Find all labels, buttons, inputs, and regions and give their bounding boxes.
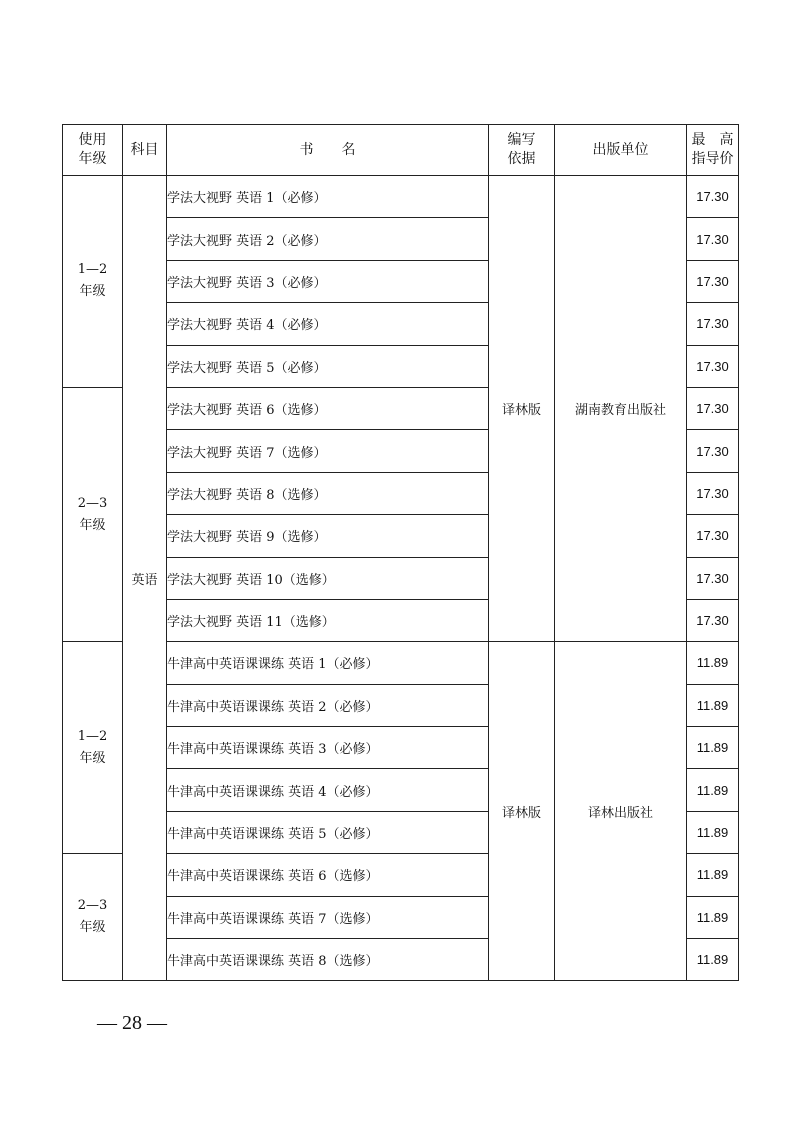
book-title: 学法大视野 英语 2（必修） [167, 218, 489, 260]
book-title: 学法大视野 英语 10（选修） [167, 557, 489, 599]
book-title: 牛津高中英语课课练 英语 6（选修） [167, 854, 489, 896]
book-title: 学法大视野 英语 3（必修） [167, 260, 489, 302]
book-title: 学法大视野 英语 1（必修） [167, 176, 489, 218]
book-title: 牛津高中英语课课练 英语 7（选修） [167, 896, 489, 938]
book-title: 牛津高中英语课课练 英语 1（必修） [167, 642, 489, 684]
price-cell: 11.89 [687, 896, 739, 938]
price-cell: 17.30 [687, 260, 739, 302]
book-title: 牛津高中英语课课练 英语 4（必修） [167, 769, 489, 811]
price-cell: 17.30 [687, 557, 739, 599]
price-cell: 11.89 [687, 642, 739, 684]
price-cell: 17.30 [687, 515, 739, 557]
subject-cell: 英语 [123, 176, 167, 981]
book-title: 学法大视野 英语 7（选修） [167, 430, 489, 472]
publisher-cell: 译林出版社 [555, 642, 687, 981]
price-cell: 11.89 [687, 939, 739, 981]
header-subject: 科目 [123, 125, 167, 176]
price-cell: 17.30 [687, 176, 739, 218]
grade-cell: 1—2 年级 [63, 176, 123, 388]
book-title: 牛津高中英语课课练 英语 2（必修） [167, 684, 489, 726]
price-cell: 11.89 [687, 854, 739, 896]
textbook-price-table [62, 124, 739, 981]
price-cell: 11.89 [687, 684, 739, 726]
table-row [63, 176, 739, 218]
price-cell: 17.30 [687, 472, 739, 514]
header-row [63, 125, 739, 176]
book-title: 牛津高中英语课课练 英语 8（选修） [167, 939, 489, 981]
book-title: 学法大视野 英语 6（选修） [167, 387, 489, 429]
publisher-cell: 湖南教育出版社 [555, 176, 687, 642]
header-title: 书 名 [167, 125, 489, 176]
header-grade: 使用 年级 [63, 125, 123, 176]
book-title: 学法大视野 英语 11（选修） [167, 599, 489, 641]
header-basis: 编写 依据 [489, 125, 555, 176]
book-title: 学法大视野 英语 5（必修） [167, 345, 489, 387]
page-number: — 28 — [97, 1012, 167, 1034]
header-publisher: 出版单位 [555, 125, 687, 176]
book-title: 学法大视野 英语 8（选修） [167, 472, 489, 514]
price-cell: 17.30 [687, 599, 739, 641]
book-title: 学法大视野 英语 9（选修） [167, 515, 489, 557]
basis-cell: 译林版 [489, 642, 555, 981]
book-title: 牛津高中英语课课练 英语 5（必修） [167, 811, 489, 853]
price-cell: 17.30 [687, 303, 739, 345]
grade-cell: 1—2 年级 [63, 642, 123, 854]
price-cell: 17.30 [687, 345, 739, 387]
price-cell: 17.30 [687, 430, 739, 472]
basis-cell: 译林版 [489, 176, 555, 642]
price-cell: 11.89 [687, 727, 739, 769]
price-cell: 11.89 [687, 811, 739, 853]
grade-cell: 2—3 年级 [63, 387, 123, 641]
price-cell: 17.30 [687, 387, 739, 429]
price-cell: 11.89 [687, 769, 739, 811]
header-price: 最 高 指导价 [687, 125, 739, 176]
book-title: 学法大视野 英语 4（必修） [167, 303, 489, 345]
grade-cell: 2—3 年级 [63, 854, 123, 981]
book-title: 牛津高中英语课课练 英语 3（必修） [167, 727, 489, 769]
price-cell: 17.30 [687, 218, 739, 260]
